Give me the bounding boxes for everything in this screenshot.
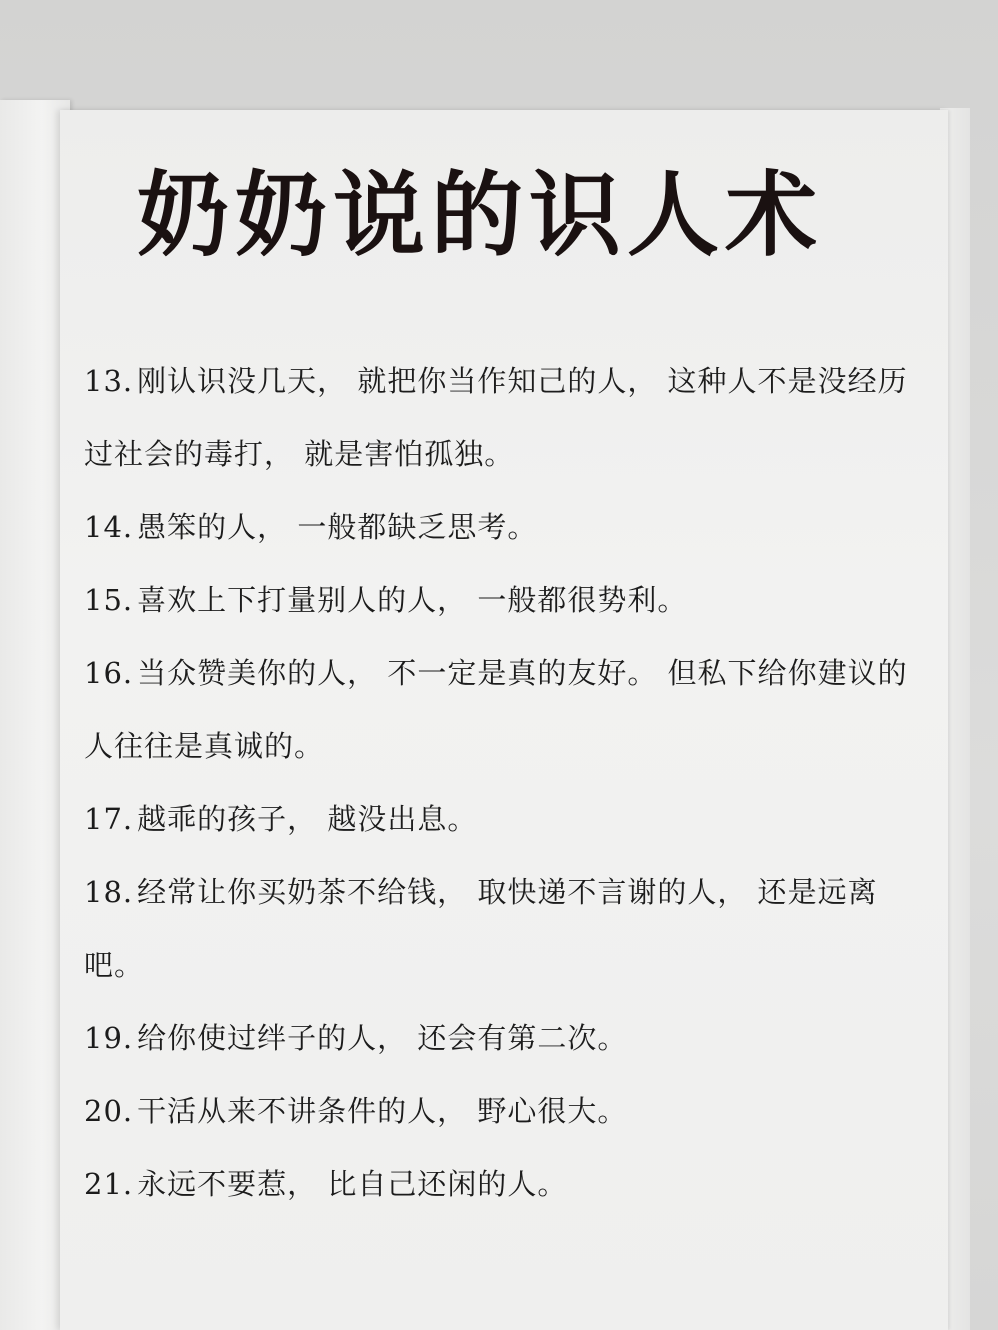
item-number: 13. xyxy=(84,364,134,398)
list-item xyxy=(84,637,929,783)
list-item xyxy=(84,345,929,491)
item-number: 15. xyxy=(84,583,134,617)
list-item xyxy=(84,783,929,856)
page-title: 奶奶说的识人术 xyxy=(136,161,823,269)
item-text: 干活从来不讲条件的人， 野心很大。 xyxy=(137,1094,628,1128)
item-text: 越乖的孩子， 越没出息。 xyxy=(137,802,478,836)
list-item xyxy=(84,856,929,1002)
item-text: 愚笨的人， 一般都缺乏思考。 xyxy=(137,510,538,544)
item-list xyxy=(84,345,929,1221)
item-number: 20. xyxy=(84,1094,134,1128)
item-number: 18. xyxy=(84,875,134,909)
item-number: 16. xyxy=(84,656,134,690)
list-item xyxy=(84,1075,929,1148)
item-text: 经常让你买奶茶不给钱， 取快递不言谢的人， 还是远离吧。 xyxy=(84,875,878,982)
item-text: 永远不要惹， 比自己还闲的人。 xyxy=(137,1167,568,1201)
item-text: 喜欢上下打量别人的人， 一般都很势利。 xyxy=(137,583,688,617)
list-item xyxy=(84,1002,929,1075)
list-item xyxy=(84,491,929,564)
item-number: 21. xyxy=(84,1167,134,1201)
item-number: 19. xyxy=(84,1021,134,1055)
item-number: 17. xyxy=(84,802,134,836)
list-item xyxy=(84,1148,929,1221)
item-text: 给你使过绊子的人， 还会有第二次。 xyxy=(137,1021,628,1055)
item-text: 刚认识没几天， 就把你当作知己的人， 这种人不是没经历过社会的毒打， 就是害怕孤独。 xyxy=(84,364,908,471)
list-item xyxy=(84,564,929,637)
item-number: 14. xyxy=(84,510,134,544)
item-text: 当众赞美你的人， 不一定是真的友好。 但私下给你建议的人往往是真诚的。 xyxy=(84,656,908,763)
